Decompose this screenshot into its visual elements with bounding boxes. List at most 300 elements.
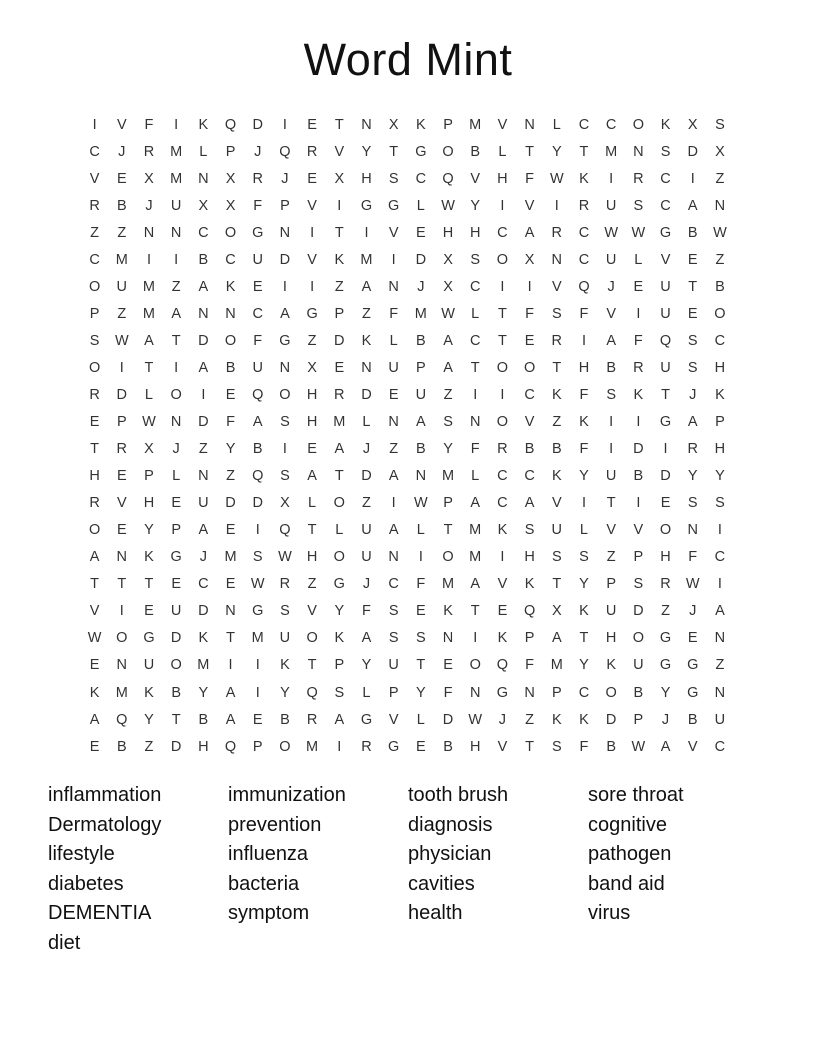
grid-letter: D (252, 116, 263, 133)
grid-letter: Q (279, 522, 291, 539)
grid-letter: Q (116, 711, 128, 728)
grid-letter: E (252, 711, 263, 728)
grid-letter: K (361, 332, 372, 349)
grid-letter: T (525, 143, 535, 160)
grid-letter: Y (144, 522, 154, 539)
grid-letter: S (687, 495, 698, 512)
grid-letter: G (252, 603, 264, 620)
grid-letter: I (310, 224, 315, 241)
grid-letter: S (388, 170, 399, 187)
grid-letter: E (225, 386, 236, 403)
grid-letter: I (255, 684, 260, 701)
grid-letter: T (144, 576, 154, 593)
grid-letter: U (660, 278, 671, 295)
grid-letter: S (89, 332, 100, 349)
grid-letter: Q (659, 332, 672, 349)
grid-letter: Q (578, 278, 590, 295)
grid-letter: P (524, 630, 535, 647)
grid-letter: Z (307, 332, 317, 349)
grid-letter: X (715, 143, 725, 160)
grid-letter: U (116, 278, 128, 295)
grid-letter: V (606, 305, 616, 322)
grid-letter: K (579, 414, 589, 431)
grid-letter: O (306, 630, 318, 647)
grid-letter: G (388, 197, 400, 214)
grid-letter: M (115, 684, 128, 701)
grid-letter: Y (715, 468, 725, 485)
grid-letter: O (88, 278, 101, 295)
grid-letter: Y (361, 143, 372, 160)
grid-letter: O (632, 116, 644, 133)
grid-letter: F (579, 738, 589, 755)
grid-letter: T (389, 143, 399, 160)
grid-letter: G (687, 657, 699, 674)
grid-letter: S (280, 414, 290, 431)
grid-letter: R (143, 143, 155, 160)
grid-letter: S (470, 251, 481, 268)
grid-letter: R (306, 143, 318, 160)
grid-letter: E (660, 495, 671, 512)
grid-letter: O (88, 359, 101, 376)
grid-letter: V (524, 197, 535, 214)
grid-letter: S (633, 576, 644, 593)
grid-letter: J (254, 143, 262, 160)
grid-letter: H (306, 549, 318, 566)
grid-letter: I (636, 305, 641, 322)
grid-letter: L (416, 711, 425, 728)
grid-letter: Q (279, 143, 291, 160)
grid-letter: Q (442, 170, 454, 187)
grid-letter: Z (715, 170, 725, 187)
grid-letter: N (170, 414, 182, 431)
grid-letter: V (606, 522, 616, 539)
word-list-item: immunization (228, 784, 346, 806)
grid-letter: C (469, 332, 481, 349)
grid-letter: S (252, 549, 263, 566)
word-list-item: diagnosis (408, 813, 493, 836)
grid-letter: T (307, 657, 317, 674)
grid-letter: D (687, 143, 698, 160)
grid-letter: Q (523, 603, 536, 620)
grid-letter: V (89, 603, 100, 620)
grid-letter: X (551, 603, 562, 620)
grid-letter: Z (443, 386, 453, 403)
grid-letter: D (116, 386, 128, 403)
grid-letter: F (416, 576, 426, 593)
grid-letter: T (552, 576, 562, 593)
grid-letter: U (660, 359, 671, 376)
grid-letter: O (170, 657, 182, 674)
grid-letter: V (334, 143, 345, 160)
grid-letter: M (170, 170, 183, 187)
grid-letter: P (633, 711, 644, 728)
grid-letter: K (144, 549, 154, 566)
grid-letter: N (388, 278, 399, 295)
grid-letter: Z (389, 441, 399, 458)
grid-letter: N (551, 251, 563, 268)
grid-letter: E (252, 278, 263, 295)
grid-letter: U (605, 197, 617, 214)
grid-letter: B (606, 738, 616, 755)
grid-letter: A (551, 630, 562, 647)
grid-letter: I (391, 495, 396, 512)
grid-letter: Q (496, 657, 509, 674)
grid-letter: O (333, 495, 345, 512)
grid-letter: B (116, 197, 127, 214)
grid-letter: I (282, 278, 287, 295)
grid-letter: R (89, 386, 100, 403)
grid-letter: S (551, 305, 562, 322)
grid-letter: N (714, 630, 726, 647)
grid-letter: D (660, 468, 671, 485)
grid-letter: K (551, 468, 562, 485)
grid-letter: E (89, 738, 100, 755)
grid-letter: C (497, 468, 508, 485)
grid-letter: T (117, 576, 127, 593)
grid-letter: S (388, 630, 399, 647)
word-list-item: pathogen (588, 843, 672, 866)
grid-letter: C (198, 224, 209, 241)
grid-letter: L (471, 468, 480, 485)
grid-letter: E (307, 441, 317, 458)
grid-letter: H (198, 738, 209, 755)
grid-letter: N (469, 414, 481, 431)
grid-letter: X (225, 170, 236, 187)
grid-letter: J (362, 576, 371, 593)
grid-letter: X (388, 116, 399, 133)
grid-letter: U (252, 359, 263, 376)
grid-letter: P (606, 576, 616, 593)
grid-letter: Y (470, 197, 481, 214)
word-list-item: Dermatology (48, 813, 162, 836)
grid-letter: L (416, 522, 425, 539)
grid-letter: K (579, 603, 589, 620)
grid-letter: K (524, 576, 535, 593)
grid-letter: O (88, 522, 101, 539)
grid-letter: U (198, 495, 209, 512)
grid-letter: C (198, 576, 209, 593)
grid-letter: E (687, 251, 698, 268)
grid-letter: H (306, 414, 318, 431)
grid-letter: S (280, 603, 290, 620)
grid-letter: F (688, 549, 698, 566)
grid-letter: O (469, 657, 481, 674)
grid-letter: S (660, 143, 671, 160)
grid-letter: X (524, 251, 535, 268)
grid-letter: I (500, 278, 505, 295)
grid-letter: T (497, 332, 507, 349)
grid-letter: I (119, 603, 124, 620)
grid-letter: Q (252, 386, 264, 403)
grid-letter: T (688, 278, 698, 295)
grid-letter: R (687, 441, 698, 458)
grid-letter: Y (660, 684, 671, 701)
grid-letter: D (170, 630, 182, 647)
grid-letter: W (278, 549, 292, 566)
grid-letter: P (443, 495, 453, 512)
grid-letter: K (144, 684, 154, 701)
grid-letter: P (280, 197, 290, 214)
grid-letter: O (496, 251, 509, 268)
grid-letter: V (307, 197, 317, 214)
grid-letter: B (198, 711, 209, 728)
grid-letter: G (170, 549, 182, 566)
grid-letter: P (171, 522, 181, 539)
grid-letter: P (416, 359, 426, 376)
grid-letter: D (442, 711, 454, 728)
grid-letter: A (280, 305, 290, 322)
grid-letter: Z (362, 495, 371, 512)
grid-letter: T (90, 576, 100, 593)
grid-letter: L (308, 495, 317, 512)
grid-letter: V (497, 576, 508, 593)
grid-letter: J (689, 386, 697, 403)
grid-letter: F (253, 197, 263, 214)
grid-letter: Y (443, 441, 453, 458)
grid-letter: W (414, 495, 428, 512)
word-list-item: diabetes (48, 872, 124, 895)
grid-letter: E (416, 738, 426, 755)
grid-letter: M (414, 305, 427, 322)
grid-letter: E (416, 603, 426, 620)
grid-letter: V (388, 224, 399, 241)
grid-letter: T (171, 332, 181, 349)
grid-letter: W (604, 224, 618, 241)
grid-letter: I (690, 170, 695, 187)
grid-letter: F (253, 332, 263, 349)
grid-letter: N (415, 468, 427, 485)
grid-letter: T (144, 359, 154, 376)
grid-letter: I (636, 495, 641, 512)
grid-letter: I (201, 386, 206, 403)
grid-letter: G (333, 576, 345, 593)
grid-letter: E (89, 414, 100, 431)
grid-letter: K (579, 711, 589, 728)
grid-letter: E (497, 603, 508, 620)
grid-letter: W (631, 738, 646, 755)
grid-letter: I (282, 116, 287, 133)
grid-letter: N (116, 549, 128, 566)
grid-letter: E (307, 170, 317, 187)
grid-letter: S (443, 414, 453, 431)
grid-letter: N (170, 224, 182, 241)
grid-letter: U (143, 657, 155, 674)
grid-letter: I (500, 386, 505, 403)
word-list-item: sore throat (588, 784, 684, 806)
grid-letter: S (633, 197, 644, 214)
word-search-grid (81, 111, 734, 760)
grid-letter: O (714, 305, 726, 322)
grid-letter: Y (687, 468, 698, 485)
grid-letter: R (551, 332, 563, 349)
grid-letter: L (416, 197, 425, 214)
grid-letter: T (470, 359, 480, 376)
grid-letter: N (279, 224, 291, 241)
grid-letter: E (443, 657, 453, 674)
grid-letter: K (89, 684, 100, 701)
grid-letter: U (633, 657, 644, 674)
grid-letter: B (116, 738, 127, 755)
grid-letter: C (714, 549, 726, 566)
grid-letter: U (714, 711, 726, 728)
grid-letter: W (713, 224, 727, 241)
grid-letter: V (116, 116, 127, 133)
grid-letter: P (225, 143, 236, 160)
grid-letter: V (470, 170, 481, 187)
grid-letter: I (636, 414, 641, 431)
grid-letter: S (280, 468, 290, 485)
grid-letter: B (416, 441, 426, 458)
grid-letter: T (525, 738, 535, 755)
grid-letter: N (687, 522, 698, 539)
grid-letter: Z (661, 603, 670, 620)
grid-letter: E (116, 522, 127, 539)
grid-letter: N (442, 630, 454, 647)
grid-letter: G (306, 305, 318, 322)
grid-letter: Z (525, 711, 535, 728)
grid-letter: I (527, 278, 532, 295)
grid-letter: Z (307, 576, 317, 593)
grid-letter: J (498, 711, 507, 728)
grid-letter: T (443, 522, 453, 539)
grid-letter: H (605, 630, 617, 647)
grid-letter: S (606, 386, 616, 403)
grid-letter: X (307, 359, 317, 376)
grid-letter: M (115, 251, 128, 268)
grid-letter: S (715, 116, 725, 133)
grid-letter: M (441, 468, 455, 485)
word-list-item: virus (588, 902, 631, 925)
grid-letter: I (337, 197, 342, 214)
grid-letter: H (306, 386, 318, 403)
grid-letter: A (361, 630, 372, 647)
grid-letter: T (334, 116, 344, 133)
grid-letter: A (225, 684, 236, 701)
grid-letter: Z (715, 251, 725, 268)
grid-letter: I (663, 441, 668, 458)
grid-letter: E (524, 332, 535, 349)
grid-letter: U (415, 386, 427, 403)
grid-letter: R (334, 386, 345, 403)
grid-letter: O (224, 332, 237, 349)
grid-letter: I (228, 657, 233, 674)
grid-letter: D (170, 738, 182, 755)
grid-letter: N (633, 143, 644, 160)
word-list-item: inflammation (48, 784, 162, 806)
grid-letter: C (252, 305, 263, 322)
grid-letter: M (360, 251, 373, 268)
grid-letter: I (119, 359, 124, 376)
grid-letter: I (500, 197, 505, 214)
grid-letter: K (225, 278, 236, 295)
grid-letter: P (633, 549, 644, 566)
grid-letter: T (552, 359, 562, 376)
grid-letter: P (388, 684, 399, 701)
grid-letter: X (280, 495, 290, 512)
grid-letter: D (225, 495, 236, 512)
grid-letter: E (171, 576, 181, 593)
grid-letter: A (388, 468, 399, 485)
grid-letter: M (605, 143, 618, 160)
word-list-item: cavities (408, 872, 475, 895)
grid-letter: Y (198, 684, 209, 701)
grid-letter: M (550, 657, 563, 674)
grid-letter: C (578, 684, 590, 701)
grid-letter: C (497, 495, 508, 512)
grid-letter: V (497, 738, 508, 755)
grid-letter: U (170, 197, 182, 214)
grid-letter: A (687, 414, 698, 431)
grid-letter: T (579, 143, 589, 160)
grid-letter: O (224, 224, 237, 241)
grid-letter: V (551, 278, 562, 295)
grid-letter: H (442, 224, 454, 241)
grid-letter: G (360, 197, 373, 214)
grid-letter: A (252, 414, 263, 431)
grid-letter: C (524, 386, 535, 403)
grid-letter: C (714, 738, 726, 755)
grid-letter: R (660, 576, 671, 593)
grid-letter: M (469, 522, 482, 539)
grid-letter: M (197, 657, 210, 674)
grid-letter: V (551, 495, 562, 512)
grid-letter: G (252, 224, 264, 241)
grid-letter: A (416, 414, 426, 431)
grid-letter: I (337, 738, 342, 755)
grid-letter: S (687, 359, 698, 376)
grid-letter: A (198, 278, 209, 295)
grid-letter: S (579, 549, 589, 566)
grid-letter: H (469, 738, 481, 755)
grid-letter: B (687, 711, 698, 728)
grid-letter: G (659, 224, 672, 241)
grid-letter: G (388, 738, 400, 755)
grid-letter: O (170, 386, 182, 403)
grid-letter: Y (579, 576, 589, 593)
grid-letter: Z (198, 441, 208, 458)
grid-letter: U (361, 549, 372, 566)
grid-letter: P (551, 684, 562, 701)
grid-letter: U (388, 359, 399, 376)
grid-letter: S (687, 332, 698, 349)
grid-letter: I (609, 414, 614, 431)
grid-letter: Y (225, 441, 236, 458)
grid-letter: E (171, 495, 181, 512)
grid-letter: O (279, 738, 291, 755)
grid-letter: A (443, 332, 453, 349)
grid-letter: R (633, 359, 644, 376)
grid-letter: B (606, 359, 616, 376)
grid-letter: Z (144, 738, 154, 755)
grid-letter: I (282, 441, 287, 458)
grid-letter: C (497, 224, 508, 241)
grid-letter: M (142, 278, 156, 295)
grid-letter: N (198, 305, 209, 322)
grid-letter: R (497, 441, 508, 458)
grid-letter: J (661, 711, 670, 728)
grid-letter: O (523, 359, 536, 376)
grid-letter: N (388, 414, 399, 431)
grid-letter: N (524, 116, 535, 133)
grid-letter: M (142, 305, 156, 322)
grid-letter: N (361, 116, 372, 133)
grid-letter: J (689, 603, 697, 620)
grid-letter: B (416, 332, 426, 349)
grid-letter: N (116, 657, 128, 674)
grid-letter: N (225, 603, 236, 620)
grid-letter: G (659, 414, 672, 431)
grid-letter: T (90, 441, 100, 458)
